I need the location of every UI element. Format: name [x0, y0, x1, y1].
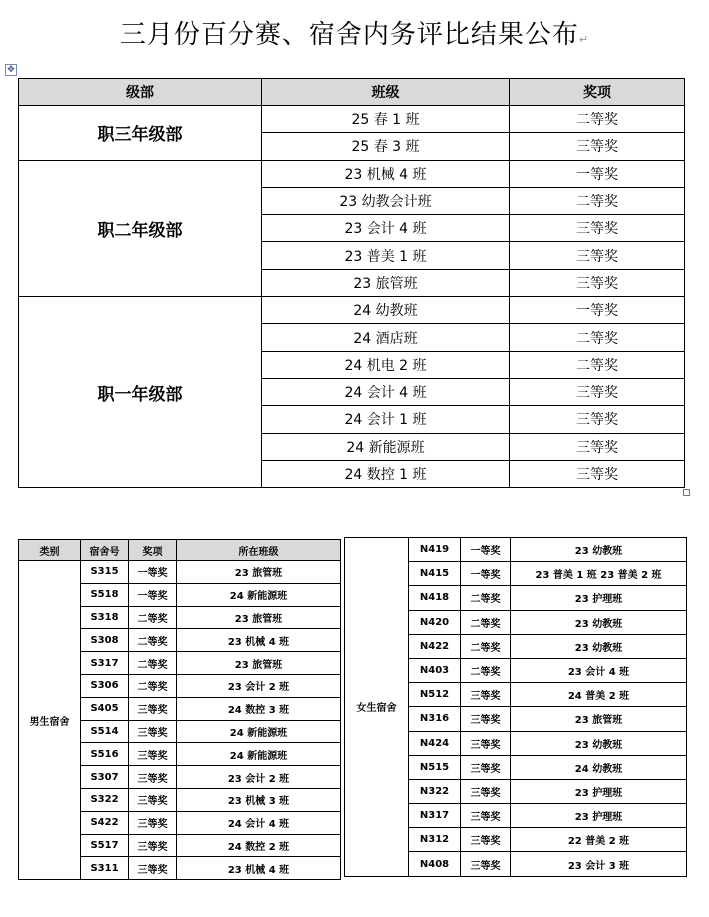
- class-cell: 23 旅管班: [177, 652, 341, 675]
- class-cell: 23 幼教会计班: [262, 187, 510, 214]
- award-cell: 二等奖: [461, 610, 511, 634]
- room-cell: S308: [81, 629, 129, 652]
- award-cell: 二等奖: [129, 629, 177, 652]
- class-cell: 23 幼教班: [511, 634, 687, 658]
- room-cell: S317: [81, 652, 129, 675]
- award-cell: 二等奖: [461, 586, 511, 610]
- room-cell: N322: [409, 779, 461, 803]
- class-cell: 25 春 1 班: [262, 106, 510, 133]
- page-title: [0, 14, 709, 51]
- award-cell: 三等奖: [510, 406, 685, 433]
- room-cell: S405: [81, 697, 129, 720]
- dept-cell: 职二年级部: [19, 160, 262, 296]
- award-cell: 三等奖: [129, 743, 177, 766]
- room-cell: S517: [81, 834, 129, 857]
- award-cell: 一等奖: [461, 538, 511, 562]
- award-cell: 三等奖: [510, 242, 685, 269]
- class-cell: 24 幼教班: [511, 755, 687, 779]
- class-cell: 25 春 3 班: [262, 133, 510, 160]
- room-cell: N424: [409, 731, 461, 755]
- class-cell: 23 会计 3 班: [511, 852, 687, 876]
- table-row: [19, 106, 685, 133]
- award-cell: 三等奖: [510, 133, 685, 160]
- award-cell: 三等奖: [129, 766, 177, 789]
- room-cell: S315: [81, 561, 129, 584]
- dorm-table-header: [19, 540, 341, 561]
- room-cell: N512: [409, 683, 461, 707]
- table-row: [345, 538, 687, 562]
- award-cell: 三等奖: [461, 707, 511, 731]
- header-dorm-award: 奖项: [129, 540, 177, 561]
- class-cell: 23 护理班: [511, 586, 687, 610]
- class-cell: 24 新能源班: [177, 743, 341, 766]
- room-cell: N418: [409, 586, 461, 610]
- class-cell: 23 护理班: [511, 779, 687, 803]
- header-category: 类别: [19, 540, 81, 561]
- room-cell: N422: [409, 634, 461, 658]
- class-cell: 23 普美 1 班: [262, 242, 510, 269]
- award-cell: 一等奖: [461, 562, 511, 586]
- header-dept: 级部: [19, 79, 262, 106]
- award-cell: 二等奖: [129, 652, 177, 675]
- award-cell: 三等奖: [129, 697, 177, 720]
- header-dorm-class: 所在班级: [177, 540, 341, 561]
- award-cell: 三等奖: [510, 460, 685, 487]
- dept-cell: 职一年级部: [19, 297, 262, 488]
- award-cell: 二等奖: [510, 324, 685, 351]
- room-cell: S422: [81, 811, 129, 834]
- room-cell: S322: [81, 788, 129, 811]
- class-cell: 24 数控 2 班: [177, 834, 341, 857]
- table-move-handle-icon[interactable]: ✥: [5, 64, 17, 76]
- male-dorm-table: [18, 539, 341, 880]
- award-cell: 三等奖: [461, 804, 511, 828]
- class-cell: 23 旅管班: [177, 561, 341, 584]
- room-cell: S514: [81, 720, 129, 743]
- award-cell: 三等奖: [461, 731, 511, 755]
- class-cell: 23 护理班: [511, 804, 687, 828]
- title-text: 三月份百分赛、宿舍内务评比结果公布: [119, 20, 579, 50]
- award-cell: 三等奖: [129, 834, 177, 857]
- award-cell: 二等奖: [129, 674, 177, 697]
- header-award: 奖项: [510, 79, 685, 106]
- class-cell: 23 旅管班: [511, 707, 687, 731]
- class-cell: 23 会计 2 班: [177, 766, 341, 789]
- room-cell: N420: [409, 610, 461, 634]
- room-cell: S307: [81, 766, 129, 789]
- room-cell: S518: [81, 583, 129, 606]
- header-class: 班级: [262, 79, 510, 106]
- award-cell: 三等奖: [461, 852, 511, 876]
- award-cell: 一等奖: [129, 561, 177, 584]
- award-cell: 二等奖: [461, 634, 511, 658]
- table-resize-handle-icon[interactable]: [683, 489, 690, 496]
- room-cell: N312: [409, 828, 461, 852]
- class-cell: 24 普美 2 班: [511, 683, 687, 707]
- award-cell: 三等奖: [510, 378, 685, 405]
- award-cell: 二等奖: [461, 658, 511, 682]
- female-dorm-table: [344, 537, 687, 877]
- class-cell: 23 会计 4 班: [262, 215, 510, 242]
- paragraph-mark: ↵: [578, 33, 590, 46]
- class-cell: 24 酒店班: [262, 324, 510, 351]
- award-cell: 二等奖: [510, 351, 685, 378]
- award-cell: 三等奖: [129, 788, 177, 811]
- award-cell: 一等奖: [510, 160, 685, 187]
- award-cell: 三等奖: [129, 720, 177, 743]
- class-cell: 23 幼教班: [511, 538, 687, 562]
- room-cell: N415: [409, 562, 461, 586]
- class-cell: 23 旅管班: [262, 269, 510, 296]
- category-cell: 男生宿舍: [19, 561, 81, 880]
- class-cell: 24 幼教班: [262, 297, 510, 324]
- award-cell: 三等奖: [461, 779, 511, 803]
- category-cell: 女生宿舍: [345, 538, 409, 877]
- room-cell: N403: [409, 658, 461, 682]
- class-cell: 23 机械 4 班: [177, 629, 341, 652]
- award-cell: 二等奖: [510, 187, 685, 214]
- room-cell: N515: [409, 755, 461, 779]
- award-cell: 三等奖: [510, 215, 685, 242]
- class-cell: 23 旅管班: [177, 606, 341, 629]
- class-cell: 24 新能源班: [177, 720, 341, 743]
- award-cell: 三等奖: [129, 811, 177, 834]
- class-cell: 22 普美 2 班: [511, 828, 687, 852]
- award-cell: 一等奖: [129, 583, 177, 606]
- award-cell: 三等奖: [461, 828, 511, 852]
- class-cell: 23 会计 2 班: [177, 674, 341, 697]
- class-cell: 23 会计 4 班: [511, 658, 687, 682]
- class-cell: 24 会计 4 班: [262, 378, 510, 405]
- header-room: 宿舍号: [81, 540, 129, 561]
- class-cell: 24 新能源班: [177, 583, 341, 606]
- award-cell: 三等奖: [461, 683, 511, 707]
- table-row: [19, 297, 685, 324]
- class-cell: 24 数控 1 班: [262, 460, 510, 487]
- room-cell: N408: [409, 852, 461, 876]
- room-cell: S311: [81, 857, 129, 880]
- room-cell: N316: [409, 707, 461, 731]
- class-cell: 23 幼教班: [511, 731, 687, 755]
- class-cell: 24 机电 2 班: [262, 351, 510, 378]
- room-cell: S516: [81, 743, 129, 766]
- award-cell: 二等奖: [510, 106, 685, 133]
- class-table-header: [19, 79, 685, 106]
- class-cell: 24 会计 1 班: [262, 406, 510, 433]
- room-cell: S306: [81, 674, 129, 697]
- award-cell: 三等奖: [461, 755, 511, 779]
- class-cell: 23 机械 4 班: [177, 857, 341, 880]
- award-cell: 一等奖: [510, 297, 685, 324]
- award-cell: 三等奖: [510, 433, 685, 460]
- class-cell: 24 新能源班: [262, 433, 510, 460]
- class-cell: 23 幼教班: [511, 610, 687, 634]
- table-row: [19, 160, 685, 187]
- class-cell: 23 机械 4 班: [262, 160, 510, 187]
- class-cell: 23 普美 1 班 23 普美 2 班: [511, 562, 687, 586]
- room-cell: N317: [409, 804, 461, 828]
- dept-cell: 职三年级部: [19, 106, 262, 161]
- table-row: [19, 561, 341, 584]
- class-cell: 23 机械 3 班: [177, 788, 341, 811]
- award-cell: 三等奖: [510, 269, 685, 296]
- class-cell: 24 会计 4 班: [177, 811, 341, 834]
- room-cell: N419: [409, 538, 461, 562]
- award-cell: 三等奖: [129, 857, 177, 880]
- class-cell: 24 数控 3 班: [177, 697, 341, 720]
- class-award-table: [18, 78, 685, 488]
- room-cell: S318: [81, 606, 129, 629]
- award-cell: 二等奖: [129, 606, 177, 629]
